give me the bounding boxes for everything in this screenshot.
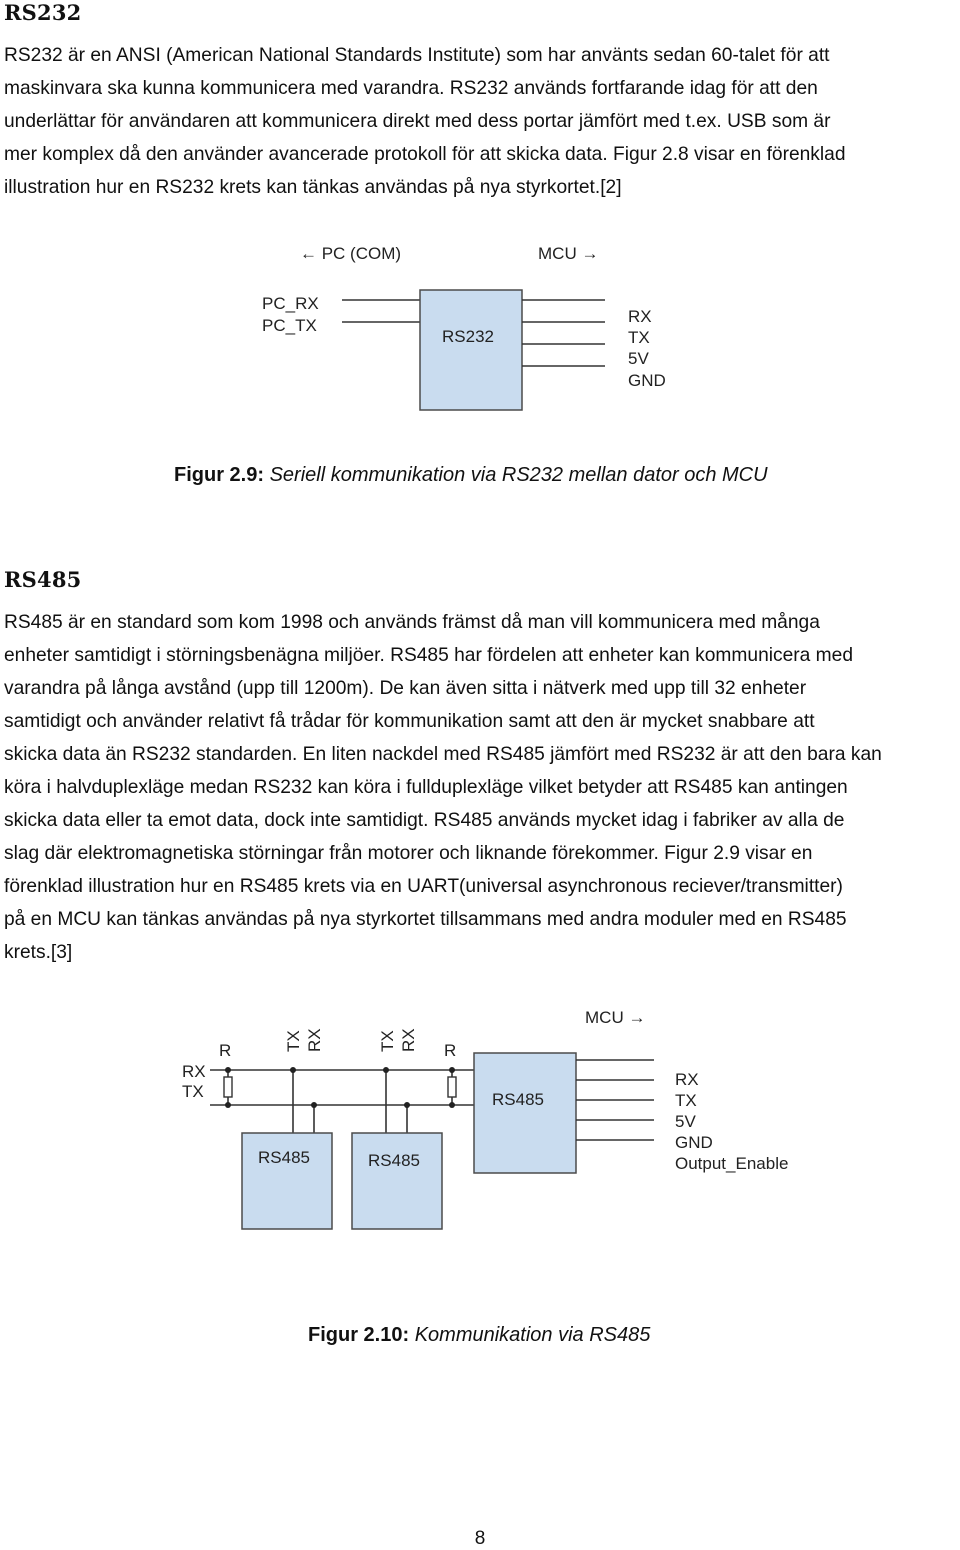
paragraph-line: köra i halvduplexläge medan RS232 kan köra i fullduplexläge vilket betyder att RS485 kan antingen [4, 777, 848, 798]
rs485-node-chip [352, 1133, 442, 1229]
paragraph-line: underlättar för användaren att kommunicera direkt med dess portar jämfört med t.ex. USB som är [4, 111, 831, 132]
junction-dot [225, 1067, 231, 1073]
rs485-main-chip-label: RS485 [492, 1090, 544, 1109]
tx-pin-label: TX [675, 1091, 697, 1110]
vertical-tx-label: TX [378, 1030, 397, 1052]
mcu-label: MCU → [585, 1008, 646, 1027]
caption-text: Kommunikation via RS485 [409, 1324, 651, 1346]
junction-dot [311, 1102, 317, 1108]
rx-left-label: RX [182, 1062, 206, 1081]
caption-prefix: Figur 2.9: [174, 464, 265, 486]
paragraph-line: enheter samtidigt i störningsbenägna miljöer. RS485 har fördelen att enheter kan kommunicera med [4, 645, 853, 666]
tx-left-label: TX [182, 1082, 204, 1101]
5v-pin-label: 5V [675, 1112, 696, 1131]
gnd-pin-label: GND [628, 371, 666, 390]
gnd-pin-label: GND [675, 1133, 713, 1152]
vertical-rx-label: RX [399, 1028, 418, 1052]
paragraph-line: krets.[3] [4, 942, 73, 963]
junction-dot [404, 1102, 410, 1108]
caption-prefix: Figur 2.10: [308, 1324, 410, 1346]
pc-tx-label: PC_TX [262, 316, 317, 335]
paragraph-line: illustration hur en RS232 krets kan tänkas användas på nya styrkortet.[2] [4, 177, 622, 198]
paragraph-line: mer komplex då den använder avancerade protokoll för att skicka data. Figur 2.8 visar en förenklad [4, 144, 846, 165]
junction-dot [449, 1102, 455, 1108]
paragraph-line: RS485 är en standard som kom 1998 och används främst då man vill kommunicera med många [4, 612, 820, 633]
termination-resistor-right [448, 1077, 456, 1097]
rs485-node-chip-label: RS485 [368, 1151, 420, 1170]
rs485-node-chip-label: RS485 [258, 1148, 310, 1167]
caption-text: Seriell kommunikation via RS232 mellan dator och MCU [264, 464, 768, 486]
resistor-label-right: R [444, 1041, 457, 1060]
section-heading-rs485: RS485 [4, 567, 82, 592]
rx-pin-label: RX [675, 1070, 699, 1089]
junction-dot [449, 1067, 455, 1073]
paragraph-line: RS232 är en ANSI (American National Standards Institute) som har använts sedan 60-talet för att [4, 45, 830, 66]
page-number: 8 [474, 1528, 486, 1549]
paragraph-line: maskinvara ska kunna kommunicera med varandra. RS232 används fortfarande idag för att den [4, 78, 818, 99]
vertical-tx-label: TX [284, 1030, 303, 1052]
rs485-main-chip [474, 1053, 576, 1173]
paragraph-line: slag där elektromagnetiska störningar från motorer och liknande förekommer. Figur 2.9 visar en [4, 843, 813, 864]
figure-caption-rs485 [308, 1324, 650, 1347]
tx-pin-label: TX [628, 328, 650, 347]
paragraph-line: skicka data än RS232 standarden. En liten nackdel med RS485 jämfört med RS232 är att den bara kan [4, 744, 882, 765]
junction-dot [225, 1102, 231, 1108]
mcu-label: MCU → [538, 244, 599, 263]
section-heading-rs232: RS232 [4, 0, 82, 25]
paragraph-line: på en MCU kan tänkas användas på nya styrkortet tillsammans med andra moduler med en RS485 [4, 909, 847, 930]
paragraph-line: varandra på långa avstånd (upp till 1200m). De kan även sitta i nätverk med upp till 32 enheter [4, 678, 807, 699]
termination-resistor-left [224, 1077, 232, 1097]
paragraph-line: skicka data eller ta emot data, dock inte samtidigt. RS485 används mycket idag i fabriker av alla de [4, 810, 845, 831]
rs232-chip-label: RS232 [442, 327, 494, 346]
pc-rx-label: PC_RX [262, 294, 319, 313]
resistor-label-left: R [219, 1041, 232, 1060]
pc-com-label: ← PC (COM) [300, 244, 402, 263]
rx-pin-label: RX [628, 307, 652, 326]
paragraph-line: samtidigt och använder relativt få trådar för kommunikation samt att den är mycket snabbare att [4, 711, 815, 732]
paragraph-line: förenklad illustration hur en RS485 krets via en UART(universal asynchronous reciever/transmitter) [4, 876, 843, 897]
junction-dot [383, 1067, 389, 1073]
output-enable-pin-label: Output_Enable [675, 1154, 789, 1173]
5v-pin-label: 5V [628, 349, 649, 368]
vertical-rx-label: RX [305, 1028, 324, 1052]
junction-dot [290, 1067, 296, 1073]
